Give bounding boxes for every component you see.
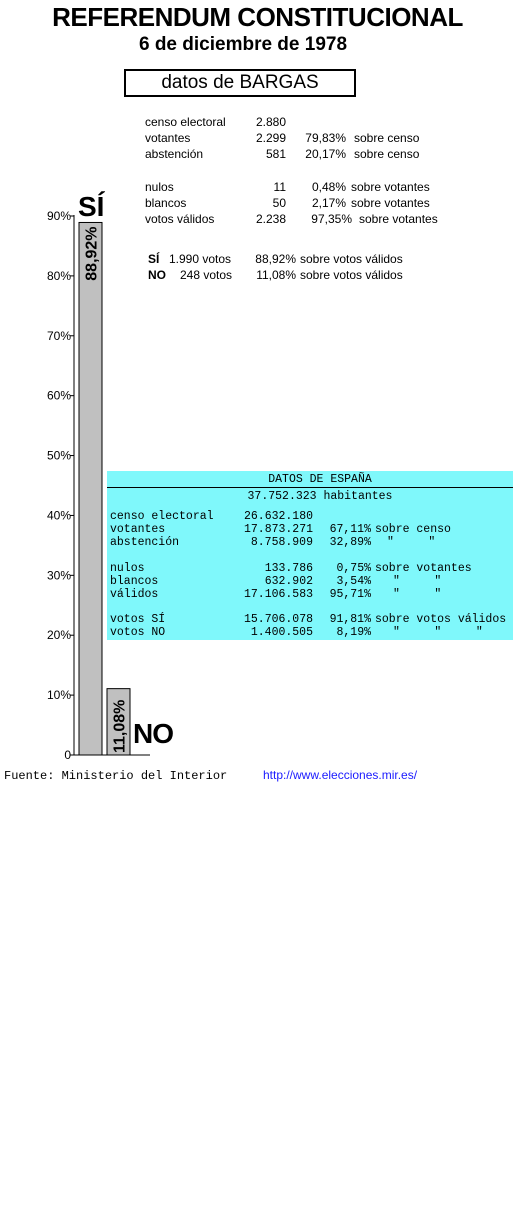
vote-pct: 88,92% [255,252,296,266]
bar-si [79,222,102,755]
y-tick-label: 20% [46,628,71,643]
y-tick-label: 0 [64,748,71,762]
spain-row-label: votos SÍ [110,613,166,626]
spain-row-label: abstención [110,536,180,549]
spain-divider [107,487,513,488]
spain-row-pct: 95,71% [329,588,371,601]
vote-count: 248 votos [180,268,233,282]
spain-row-ref: sobre votos válidos [375,613,507,626]
spain-row-label: válidos [110,588,159,601]
stat-label: abstención [145,147,204,161]
stat-pct: 20,17% [305,147,346,161]
vote-option: NO [148,268,166,282]
y-tick-label: 80% [46,268,71,283]
y-tick-label: 60% [46,388,71,403]
category-label-no: NO [133,718,173,749]
stat-pct: 0,48% [311,180,346,194]
spain-population: 37.752.323 habitantes [247,490,393,503]
spain-row-ref: " " [393,575,442,588]
spain-row-label: votantes [110,523,166,536]
spain-row-value: 8.758.909 [250,536,313,549]
stat-label: votantes [145,131,191,145]
stat-ref: sobre votantes [351,196,430,210]
spain-data-panel [107,471,513,640]
bar-value-label: 88,92% [83,226,101,281]
spain-row-pct: 91,81% [329,613,371,626]
spain-row-ref: " " [393,588,442,601]
vote-ref: sobre votos válidos [300,252,403,266]
spain-row-ref: " " [387,536,436,549]
stat-value: 50 [272,196,286,210]
stat-label: votos válidos [145,212,215,226]
spain-row-pct: 3,54% [336,575,371,588]
stat-value: 11 [273,180,286,194]
spain-row-value: 17.873.271 [243,523,313,536]
stat-label: blancos [145,196,187,210]
spain-row-label: censo electoral [110,510,214,523]
referendum-date: 6 de diciembre de 1978 [138,34,348,55]
stat-label: censo electoral [145,115,226,129]
vote-count: 1.990 votos [169,252,232,266]
spain-row-value: 17.106.583 [243,588,313,601]
stat-label: nulos [145,180,174,194]
spain-row-value: 15.706.078 [243,613,313,626]
y-tick-label: 10% [46,688,71,703]
spain-row-value: 1.400.505 [250,626,313,639]
spain-row-pct: 32,89% [329,536,371,549]
stat-pct: 97,35% [311,212,352,226]
y-tick-label: 50% [46,448,71,463]
spain-row-pct: 67,11% [329,523,371,536]
page-title: REFERENDUM CONSTITUCIONAL [52,2,463,32]
source-link[interactable]: http://www.elecciones.mir.es/ [263,768,418,782]
spain-row-label: blancos [110,575,159,588]
vote-pct: 11,08% [256,268,296,282]
stat-value: 2.299 [255,131,286,145]
source-note: Fuente: Ministerio del Interior [4,769,228,783]
y-tick-label: 90% [46,209,71,223]
y-tick-label: 40% [46,508,71,523]
stat-pct: 79,83% [305,131,346,145]
y-tick-label: 70% [46,328,71,343]
vote-ref: sobre votos válidos [300,268,403,282]
spain-row-pct: 0,75% [336,562,371,575]
bar-value-label: 11,08% [111,699,129,753]
stat-ref: sobre votantes [351,180,430,194]
spain-row-ref: sobre censo [375,523,451,536]
y-tick-label: 30% [46,568,71,583]
stat-ref: sobre censo [354,147,420,161]
vote-option: SÍ [148,252,160,266]
stat-value: 581 [265,147,286,161]
stat-value: 2.880 [255,115,286,129]
spain-row-ref: " " " [393,626,483,639]
stat-value: 2.238 [255,212,286,226]
stat-pct: 2,17% [311,196,346,210]
spain-row-label: nulos [110,562,145,575]
spain-row-value: 133.786 [264,562,313,575]
spain-row-value: 632.902 [264,575,313,588]
stat-ref: sobre censo [354,131,420,145]
stat-ref: sobre votantes [359,212,438,226]
spain-row-label: votos NO [110,626,166,639]
spain-title: DATOS DE ESPAÑA [268,473,372,486]
category-label-si: SÍ [78,191,105,222]
spain-row-ref: sobre votantes [375,562,472,575]
spain-row-value: 26.632.180 [243,510,313,523]
spain-row-pct: 8,19% [336,626,371,639]
location-box: datos de BARGAS [124,69,356,97]
